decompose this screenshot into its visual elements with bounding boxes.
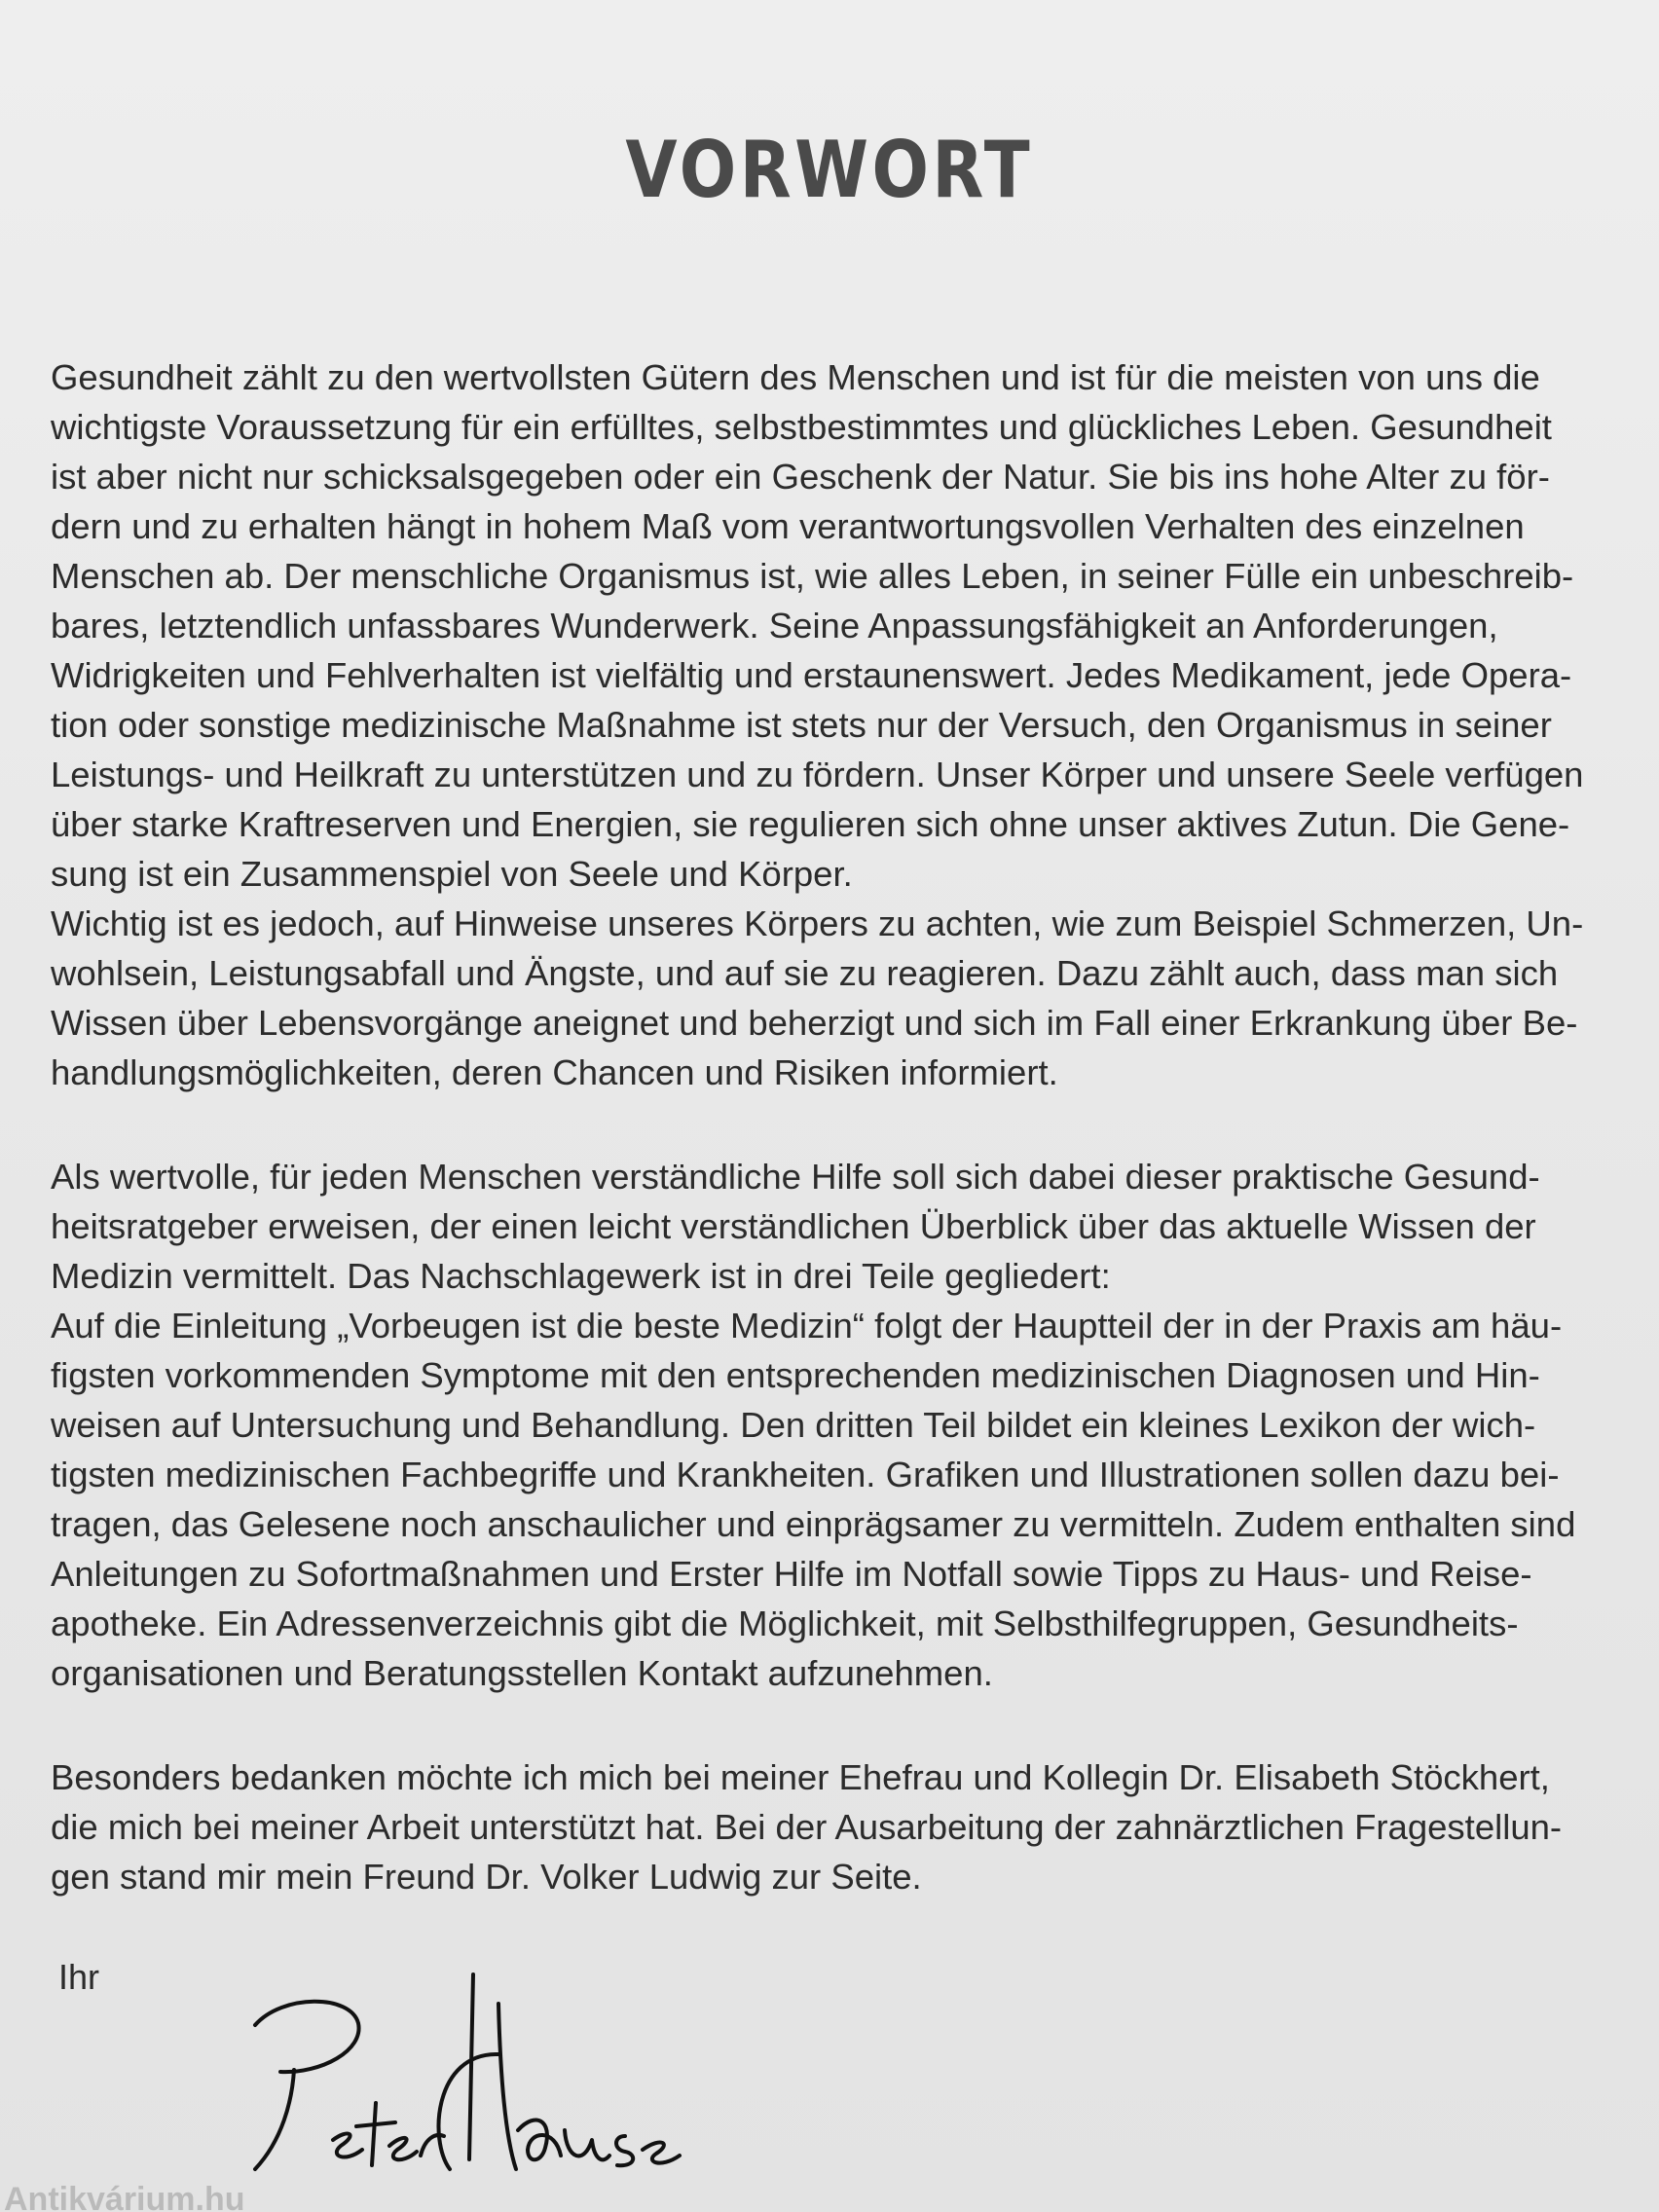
- text-line: Wichtig ist es jedoch, auf Hinweise unseres Körpers zu achten, wie zum Beispiel Schmerzen, Un-: [51, 903, 1584, 943]
- paragraph-1: [51, 352, 1584, 1097]
- text-line: Auf die Einleitung „Vorbeugen ist die beste Medizin“ folgt der Hauptteil der in der Praxis am häu-: [51, 1306, 1563, 1346]
- text-line: sung ist ein Zusammenspiel von Seele und Körper.: [51, 854, 853, 894]
- closing-salutation: Ihr: [58, 1957, 100, 1997]
- text-line: tigsten medizinischen Fachbegriffe und Krankheiten. Grafiken und Illustrationen sollen dazu bei-: [51, 1455, 1560, 1494]
- text-line: die mich bei meiner Arbeit unterstützt hat. Bei der Ausarbeitung der zahnärztlichen Fragestellun-: [51, 1807, 1563, 1847]
- watermark-text: Antikvárium.hu: [4, 2181, 245, 2212]
- text-line: Widrigkeiten und Fehlverhalten ist vielfältig und erstaunenswert. Jedes Medikament, jede Opera-: [51, 655, 1572, 695]
- text-line: heitsratgeber erweisen, der einen leicht verständlichen Überblick über das aktuelle Wissen der: [51, 1206, 1536, 1246]
- text-line: tion oder sonstige medizinische Maßnahme ist stets nur der Versuch, den Organismus in seiner: [51, 705, 1552, 745]
- text-line: figsten vorkommenden Symptome mit den entsprechenden medizinischen Diagnosen und Hin-: [51, 1355, 1540, 1395]
- text-line: Gesundheit zählt zu den wertvollsten Gütern des Menschen und ist für die meisten von uns die: [51, 357, 1540, 397]
- text-line: tragen, das Gelesene noch anschaulicher und einprägsamer zu vermitteln. Zudem enthalten sind: [51, 1504, 1576, 1544]
- text-line: organisationen und Beratungsstellen Kontakt aufzunehmen.: [51, 1653, 993, 1693]
- text-line: Wissen über Lebensvorgänge aneignet und beherzigt und sich im Fall einer Erkrankung über Be-: [51, 1003, 1578, 1043]
- text-line: Medizin vermittelt. Das Nachschlagewerk ist in drei Teile gegliedert:: [51, 1256, 1111, 1296]
- signature-image: [243, 1965, 711, 2179]
- paragraph-3: [51, 1752, 1569, 1901]
- text-line: Anleitungen zu Sofortmaßnahmen und Erster Hilfe im Notfall sowie Tipps zu Haus- und Reise-: [51, 1554, 1532, 1594]
- text-line: dern und zu erhalten hängt in hohem Maß vom verantwortungsvollen Verhalten des einzelnen: [51, 506, 1525, 546]
- text-line: Leistungs- und Heilkraft zu unterstützen und zu fördern. Unser Körper und unsere Seele verfügen: [51, 755, 1584, 794]
- text-line: bares, letztendlich unfassbares Wunderwerk. Seine Anpassungsfähigkeit an Anforderungen,: [51, 606, 1498, 645]
- text-line: Menschen ab. Der menschliche Organismus ist, wie alles Leben, in seiner Fülle ein unbeschreib-: [51, 556, 1574, 596]
- text-line: wohlsein, Leistungsabfall und Ängste, und auf sie zu reagieren. Dazu zählt auch, dass man sich: [51, 953, 1559, 993]
- text-line: gen stand mir mein Freund Dr. Volker Ludwig zur Seite.: [51, 1857, 922, 1897]
- text-line: Als wertvolle, für jeden Menschen verständliche Hilfe soll sich dabei dieser praktische Gesund-: [51, 1157, 1540, 1197]
- text-line: weisen auf Untersuchung und Behandlung. Den dritten Teil bildet ein kleines Lexikon der wich-: [51, 1405, 1536, 1445]
- paragraph-2: [51, 1152, 1576, 1698]
- text-line: handlungsmöglichkeiten, deren Chancen und Risiken informiert.: [51, 1052, 1058, 1092]
- text-line: über starke Kraftreserven und Energien, sie regulieren sich ohne unser aktives Zutun. Die Gene-: [51, 804, 1570, 844]
- text-line: apotheke. Ein Adressenverzeichnis gibt die Möglichkeit, mit Selbsthilfegruppen, Gesundheits-: [51, 1604, 1519, 1643]
- page-title: VORWORT: [625, 125, 1034, 215]
- text-line: Besonders bedanken möchte ich mich bei meiner Ehefrau und Kollegin Dr. Elisabeth Stöckhert,: [51, 1757, 1550, 1797]
- text-line: ist aber nicht nur schicksalsgegeben oder ein Geschenk der Natur. Sie bis ins hohe Alter zu för-: [51, 457, 1550, 497]
- text-line: wichtigste Voraussetzung für ein erfülltes, selbstbestimmtes und glückliches Leben. Gesundheit: [51, 407, 1552, 447]
